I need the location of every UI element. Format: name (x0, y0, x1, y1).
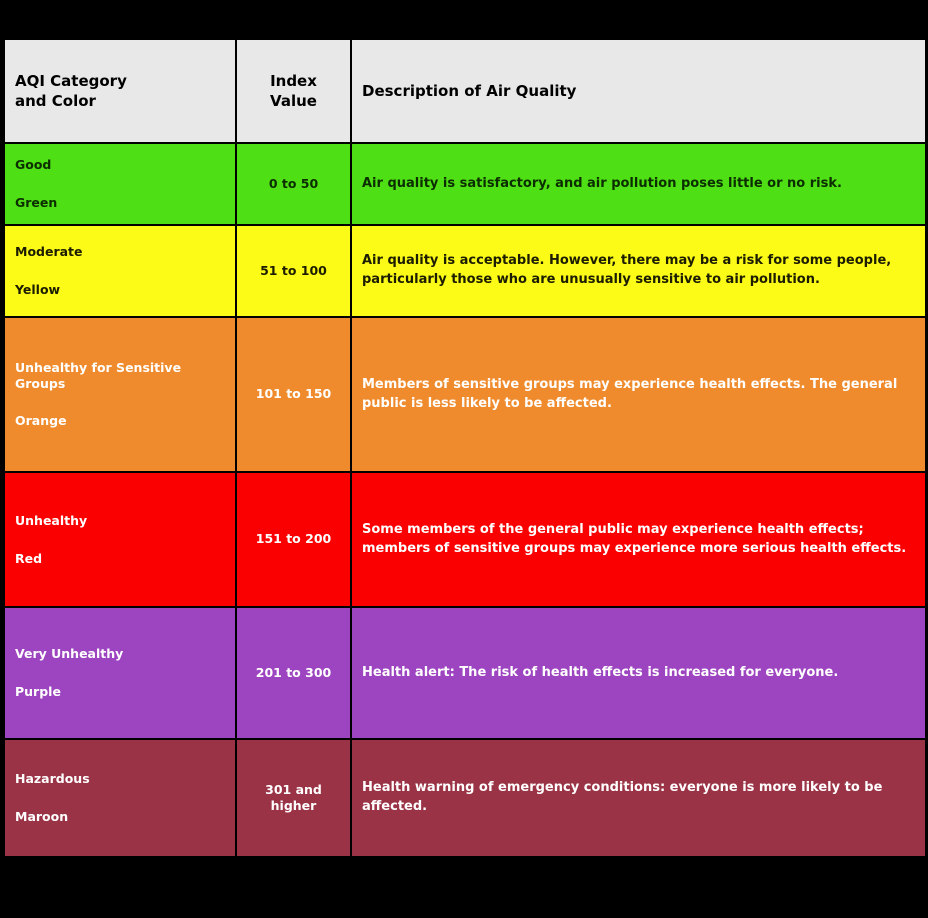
category-color-name: Yellow (15, 282, 61, 297)
table-row (4, 143, 926, 225)
category-name: Unhealthy (15, 512, 88, 528)
cell-description: Air quality is acceptable. However, there may be a risk for some people, particularly those who are unusually sensitive to air pollution. (351, 225, 926, 317)
category-color-name: Red (15, 550, 43, 566)
cell-category (4, 317, 236, 472)
table-row (4, 739, 926, 857)
header-aqi-category-and-color (4, 39, 236, 143)
cell-description: Health warning of emergency conditions: everyone is more likely to be affected. (351, 739, 926, 857)
table-row (4, 317, 926, 472)
table-row (4, 607, 926, 739)
table-row (4, 225, 926, 317)
cell-index-value: 101 to 150 (236, 317, 351, 472)
header-description-of-air-quality: Description of Air Quality (351, 39, 926, 143)
cell-index-value: 151 to 200 (236, 472, 351, 607)
cell-category (4, 225, 236, 317)
category-name: Moderate (15, 244, 83, 260)
cell-description: Members of sensitive groups may experience health effects. The general public is less likely to be affected. (351, 317, 926, 472)
cell-description: Air quality is satisfactory, and air pollution poses little or no risk. (351, 143, 926, 225)
cell-index-value: 51 to 100 (236, 225, 351, 317)
category-color-name: Purple (15, 684, 61, 699)
category-name: Very Unhealthy (15, 646, 124, 662)
aqi-category-table (3, 38, 927, 858)
category-color-name: Orange (15, 413, 67, 429)
header-index-line2: Value (270, 92, 317, 110)
category-color-name: Maroon (15, 809, 69, 824)
cell-category (4, 607, 236, 739)
category-name: Hazardous (15, 771, 90, 787)
cell-category (4, 472, 236, 607)
cell-index-value: 0 to 50 (236, 143, 351, 225)
cell-description: Health alert: The risk of health effects is increased for everyone. (351, 607, 926, 739)
header-index-line1: Index (270, 71, 317, 90)
cell-category (4, 143, 236, 225)
table-header-row (4, 39, 926, 143)
header-index-value (236, 39, 351, 143)
cell-index-value: 201 to 300 (236, 607, 351, 739)
cell-category (4, 739, 236, 857)
header-category-line2: and Color (15, 92, 96, 110)
cell-description: Some members of the general public may experience health effects; members of sensitive groups may experience more serious health effects. (351, 472, 926, 607)
category-name: Good (15, 157, 52, 173)
category-color-name: Green (15, 195, 58, 210)
header-category-line1: AQI Category (15, 71, 127, 90)
table-row (4, 472, 926, 607)
cell-index-value: 301 and higher (236, 739, 351, 857)
category-name: Unhealthy for Sensitive Groups (15, 360, 182, 391)
